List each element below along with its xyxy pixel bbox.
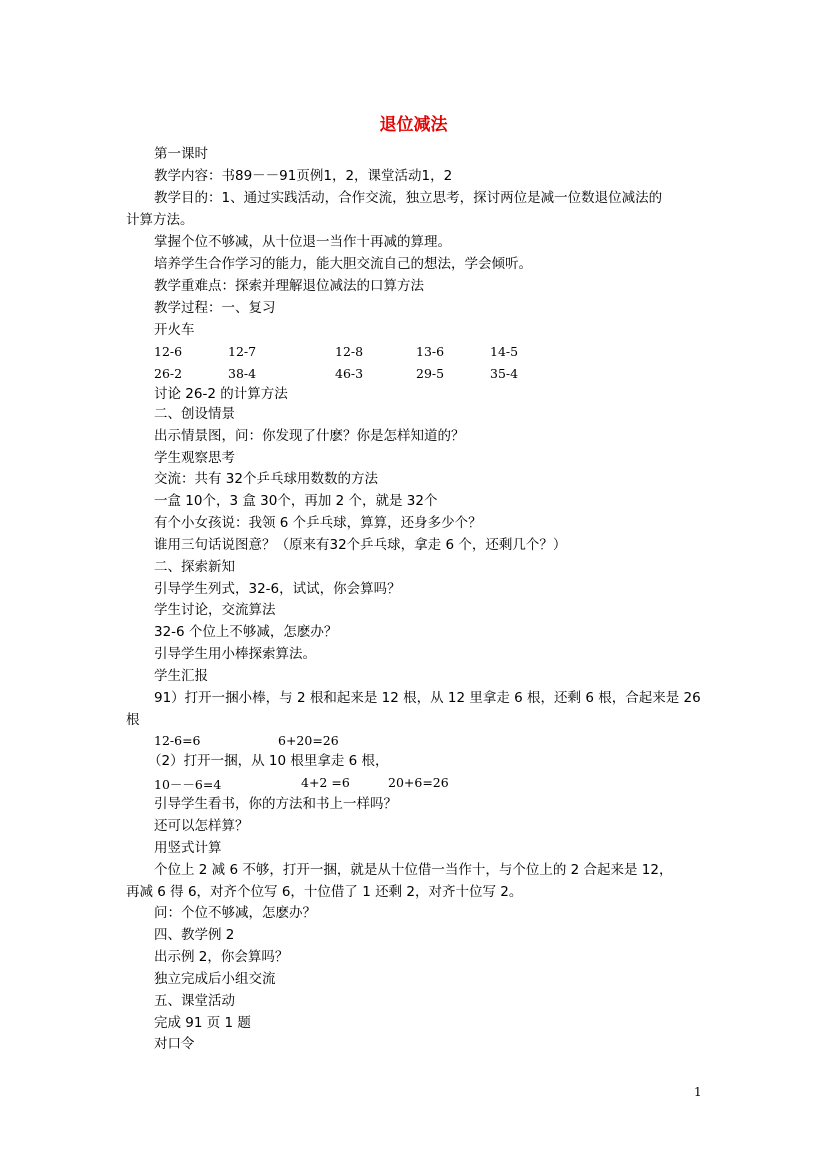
text-line: 个位上 2 减 6 不够，打开一捆，就是从十位借一当作十，与个位上的 2 合起来是 12，	[154, 862, 673, 878]
step-2-line: （2）打开一捆，从 10 根里拿走 6 根，	[148, 753, 389, 769]
text-line: 引导学生用小棒探索算法。	[154, 646, 316, 662]
section-heading: 五、课堂活动	[154, 993, 235, 1009]
text-line: 有个小女孩说：我领 6 个乒乓球，算算，还身多少个？	[154, 515, 482, 531]
text-line: 问：个位不够减，怎麽办？	[154, 905, 316, 921]
text-line: 还可以怎样算？	[154, 818, 249, 834]
section-heading: 二、创设情景	[154, 406, 235, 422]
train-cell: 29-5	[416, 366, 445, 381]
text-line-cont: 再减 6 得 6，对齐个位写 6，十位借了 1 还剩 2，对齐十位写 2。	[126, 884, 523, 900]
train-cell: 46-3	[335, 366, 364, 381]
calc-cell: 10－－6=4	[154, 777, 222, 792]
train-cell: 35-4	[490, 366, 519, 381]
section-heading: 四、教学例 2	[154, 927, 235, 943]
text-line: 91）打开一捆小棒，与 2 根和起来是 12 根，从 12 里拿走 6 根，还剩 6 根，合起来是 26	[154, 690, 701, 706]
document-title: 退位减法	[379, 115, 448, 135]
text-line: 出示情景图，问：你发现了什麽？你是怎样知道的？	[154, 428, 465, 444]
page-number: 1	[694, 1085, 702, 1099]
train-cell: 12-8	[335, 344, 364, 359]
teaching-goal: 教学目的：1、通过实践活动，合作交流，独立思考，探讨两位是减一位数退位减法的	[154, 190, 663, 206]
section-heading: 二、探索新知	[154, 559, 235, 575]
text-line: 交流：共有 32个乒乓球用数数的方法	[154, 471, 378, 487]
train-cell: 12-6	[154, 344, 183, 359]
text-line: 谁用三句话说图意？（原来有32个乒乓球，拿走 6 个，还剩几个？）	[154, 537, 567, 553]
text-line: 用竖式计算	[154, 840, 222, 856]
goal-3: 培养学生合作学习的能力，能大胆交流自己的想法，学会倾听。	[154, 256, 532, 272]
text-line: 学生观察思考	[154, 450, 235, 466]
key-points: 教学重难点：探索并理解退位减法的口算方法	[154, 278, 424, 294]
lesson-period: 第一课时	[154, 146, 208, 162]
train-cell: 26-2	[154, 366, 183, 381]
text-line-cont: 根	[126, 712, 140, 728]
calc-cell: 12-6=6	[154, 733, 201, 748]
text-line: 学生汇报	[154, 668, 208, 684]
text-line: 学生讨论，交流算法	[154, 602, 276, 618]
text-line: 对口令	[154, 1036, 195, 1052]
text-line: 引导学生列式，32-6，试试，你会算吗？	[154, 581, 401, 597]
discuss-line: 讨论 26-2 的计算方法	[154, 386, 288, 402]
calc-cell: 20+6=26	[388, 775, 449, 790]
train-cell: 38-4	[228, 366, 257, 381]
train-cell: 12-7	[228, 344, 257, 359]
text-line: 32-6 个位上不够减，怎麽办？	[154, 624, 338, 640]
train-cell: 13-6	[416, 344, 445, 359]
teaching-goal-cont: 计算方法。	[126, 212, 194, 228]
calc-cell: 6+20=26	[278, 733, 339, 748]
text-line: 一盒 10个，3 盒 30个，再加 2 个，就是 32个	[154, 493, 438, 509]
process-heading: 教学过程：一、复习	[154, 300, 276, 316]
calc-cell: 4+2 =6	[301, 775, 350, 790]
train-cell: 14-5	[490, 344, 519, 359]
text-line: 独立完成后小组交流	[154, 971, 276, 987]
teaching-content: 教学内容：书89－－91页例1，2，课堂活动1，2	[154, 168, 453, 184]
text-line: 引导学生看书，你的方法和书上一样吗？	[154, 796, 397, 812]
text-line: 出示例 2，你会算吗？	[154, 949, 289, 965]
text-line: 完成 91 页 1 题	[154, 1015, 251, 1031]
train-game: 开火车	[154, 322, 195, 338]
goal-2: 掌握个位不够减，从十位退一当作十再减的算理。	[154, 234, 451, 250]
